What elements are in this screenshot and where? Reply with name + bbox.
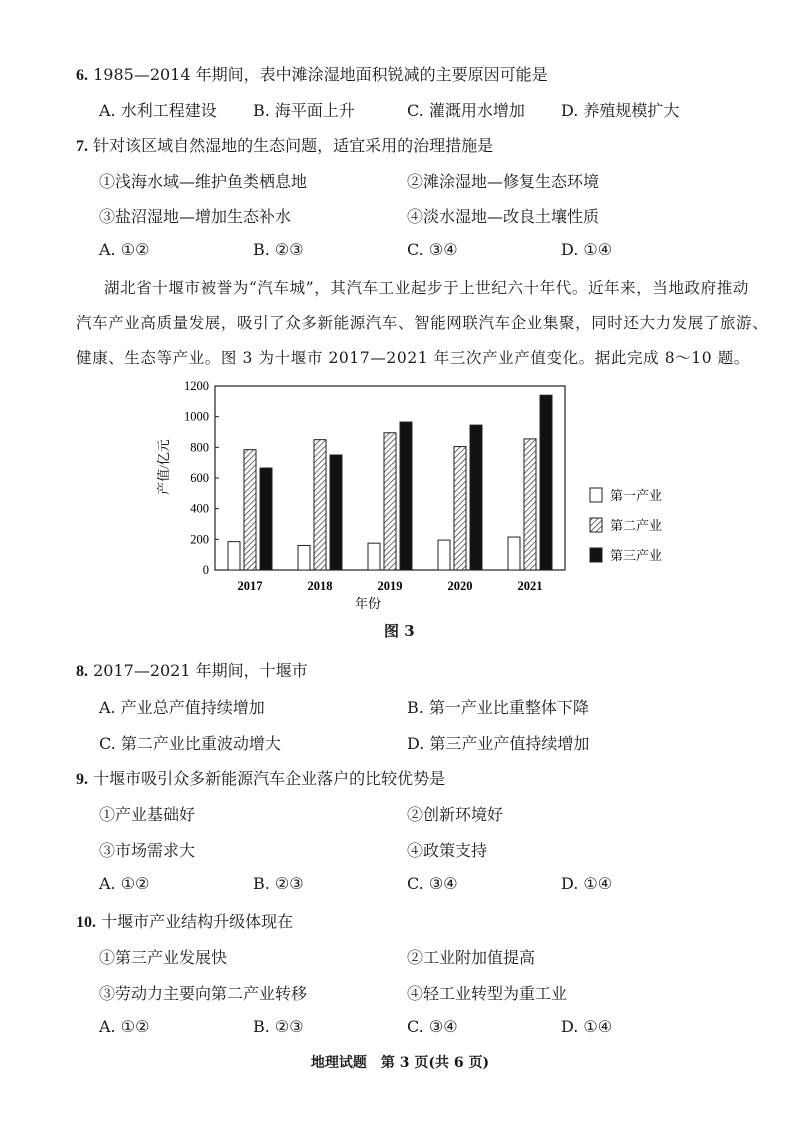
figure-caption: 图 3: [384, 622, 415, 640]
bar-2020-series-2: [454, 447, 466, 570]
bar-2020-series-3: [470, 425, 482, 570]
question-10-option-a: A. ①②: [99, 1017, 150, 1036]
chart-y-axis-label: 产值/亿元: [156, 439, 171, 495]
legend-label-series-2: 第二产业: [610, 518, 663, 533]
question-8-text: 2017—2021 年期间，十堰市: [93, 661, 308, 680]
question-9-number: 9.: [76, 771, 88, 788]
y-tick-label: 0: [202, 563, 209, 577]
question-9-option-b: B. ②③: [253, 874, 304, 893]
bar-2021-series-3: [540, 395, 552, 570]
y-tick-label: 200: [190, 532, 209, 547]
x-tick-label-2020: 2020: [447, 579, 473, 593]
legend-swatch-series-3: [590, 548, 602, 562]
question-7-item-4: ④淡水湿地—改良土壤性质: [407, 207, 600, 226]
question-8-stem: [76, 658, 308, 681]
y-tick-label: 600: [190, 471, 209, 485]
bar-2017-series-3: [260, 468, 272, 570]
question-10-option-b: B. ②③: [253, 1017, 304, 1036]
question-10-item-1: ①第三产业发展快: [99, 948, 228, 967]
question-8-option-a: A. 产业总产值持续增加: [99, 698, 265, 717]
question-7-option-d: D. ①④: [561, 240, 613, 259]
bar-2021-series-1: [508, 537, 520, 570]
x-tick-label-2017: 2017: [237, 579, 263, 593]
bar-2017-series-2: [244, 450, 256, 570]
passage-line-3: 健康、生态等产业。图 3 为十堰市 2017—2021 年三次产业产值变化。据此完成 8～10 题。: [76, 349, 750, 367]
question-10-option-c: C. ③④: [407, 1017, 458, 1036]
bar-chart-figure-3: [150, 372, 690, 617]
page-footer: 地理试题 第 3 页(共 6 页): [310, 1055, 490, 1071]
bar-2021-series-2: [524, 439, 536, 570]
question-7-text: 针对该区域自然湿地的生态问题，适宜采用的治理措施是: [93, 136, 494, 155]
question-9-option-c: C. ③④: [407, 874, 458, 893]
question-9-item-2: ②创新环境好: [407, 805, 504, 824]
question-9-option-a: A. ①②: [99, 874, 150, 893]
question-7-item-3: ③盐沼湿地—增加生态补水: [99, 207, 292, 226]
passage-line-2: 汽车产业高质量发展，吸引了众多新能源汽车、智能网联汽车企业集聚，同时还大力发展了旅游、: [76, 314, 769, 332]
question-7-item-2: ②滩涂湿地—修复生态环境: [407, 172, 600, 191]
question-9-stem: [76, 766, 445, 789]
question-7-number: 7.: [76, 138, 88, 155]
question-7-stem: [76, 133, 493, 156]
x-tick-label-2021: 2021: [517, 579, 543, 593]
y-tick-label: 800: [190, 440, 209, 455]
question-10-item-4: ④轻工业转型为重工业: [407, 984, 568, 1003]
question-8-option-d: D. 第三产业产值持续增加: [407, 734, 590, 753]
legend-label-series-1: 第一产业: [610, 488, 663, 503]
bar-2019-series-3: [400, 422, 412, 570]
legend-swatch-series-1: [590, 488, 602, 502]
question-8-option-c: C. 第二产业比重波动增大: [99, 734, 281, 753]
question-6-text: 1985—2014 年期间，表中滩涂湿地面积锐减的主要原因可能是: [93, 65, 548, 84]
legend-swatch-series-2: [590, 518, 602, 532]
question-10-stem: [76, 909, 293, 932]
question-7-option-c: C. ③④: [407, 240, 458, 259]
question-9-item-3: ③市场需求大: [99, 841, 196, 860]
question-6-option-c: C. 灌溉用水增加: [407, 101, 525, 120]
question-10-item-2: ②工业附加值提高: [407, 948, 536, 967]
question-10-text: 十堰市产业结构升级体现在: [101, 912, 294, 931]
bar-2017-series-1: [228, 542, 240, 570]
chart-x-axis-label: 年份: [354, 596, 382, 611]
question-10-option-d: D. ①④: [561, 1017, 613, 1036]
question-9-item-4: ④政策支持: [407, 841, 488, 860]
question-6-option-a: A. 水利工程建设: [99, 101, 217, 120]
question-6-stem: [76, 62, 548, 85]
question-7-item-1: ①浅海水域—维护鱼类栖息地: [99, 172, 308, 191]
question-9-text: 十堰市吸引众多新能源汽车企业落户的比较优势是: [93, 769, 446, 788]
bar-2020-series-1: [438, 540, 450, 570]
question-9-item-1: ①产业基础好: [99, 805, 196, 824]
y-tick-label: 1000: [184, 409, 209, 424]
question-6-option-b: B. 海平面上升: [253, 101, 355, 120]
passage-line-1: 湖北省十堰市被誉为“汽车城”，其汽车工业起步于上世纪六十年代。近年来，当地政府推动: [104, 279, 749, 297]
bar-2018-series-2: [314, 440, 326, 570]
bar-2018-series-1: [298, 545, 310, 570]
question-7-option-b: B. ②③: [253, 240, 304, 259]
legend-label-series-3: 第三产业: [610, 548, 663, 563]
x-tick-label-2018: 2018: [307, 579, 333, 593]
question-10-number: 10.: [76, 914, 96, 931]
question-6-option-d: D. 养殖规模扩大: [561, 101, 680, 120]
y-tick-label: 400: [190, 501, 209, 516]
x-tick-label-2019: 2019: [377, 579, 403, 593]
question-10-item-3: ③劳动力主要向第二产业转移: [99, 984, 308, 1003]
y-tick-label: 1200: [184, 379, 209, 393]
question-6-number: 6.: [76, 67, 88, 84]
bar-2018-series-3: [330, 455, 342, 570]
question-7-option-a: A. ①②: [99, 240, 150, 259]
question-8-option-b: B. 第一产业比重整体下降: [407, 698, 589, 717]
bar-2019-series-1: [368, 543, 380, 570]
bar-2019-series-2: [384, 433, 396, 570]
question-9-option-d: D. ①④: [561, 874, 613, 893]
question-8-number: 8.: [76, 663, 88, 680]
